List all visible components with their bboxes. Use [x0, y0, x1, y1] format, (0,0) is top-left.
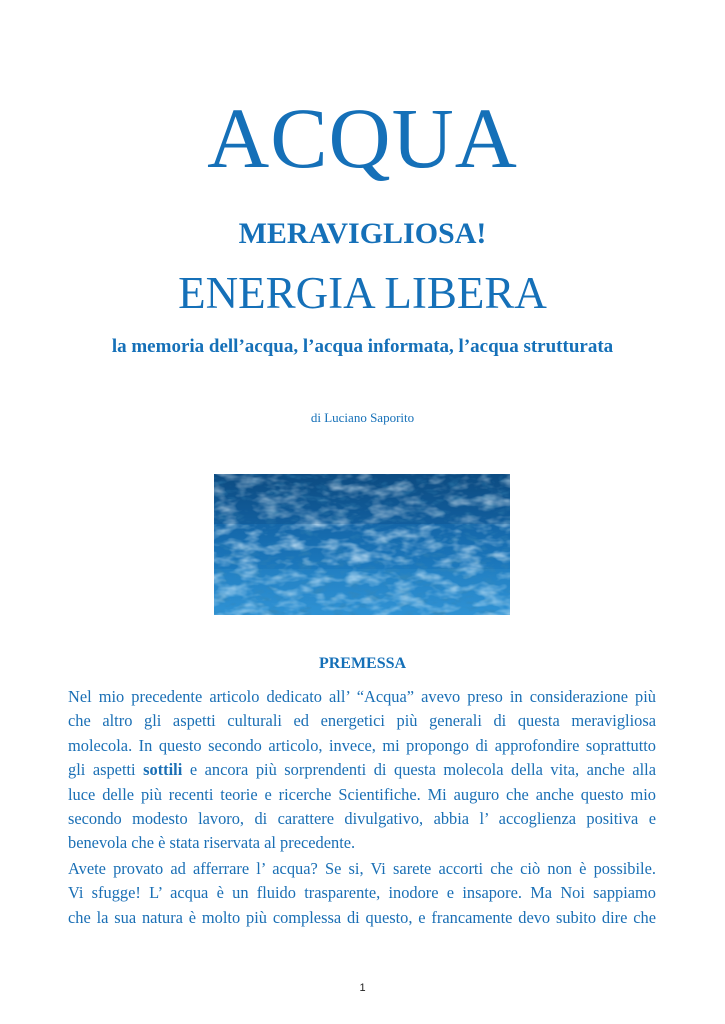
paragraph-1 [68, 685, 656, 856]
author-byline: di Luciano Saporito [310, 410, 415, 425]
document-tagline: la memoria dell’acqua, l’acqua informata, l’acqua strutturata [111, 336, 614, 357]
document-energy-title: ENERGIA LIBERA [178, 268, 547, 318]
paragraph-line: che altro gli aspetti culturali ed energetici più generali di questa meravigliosa [68, 711, 656, 731]
text-run: gli aspetti [68, 760, 144, 780]
water-surface-photo [214, 474, 510, 615]
paragraph-2 [68, 857, 656, 930]
paragraph-line: benevola che è stata riservata al precedente. [68, 833, 356, 853]
paragraph-line: Vi sfugge! L’ acqua è un fluido trasparente, inodore e insapore. Ma Noi sappiamo [68, 883, 656, 903]
document-subtitle: MERAVIGLIOSA! [238, 217, 487, 250]
paragraph-line: molecola. In questo secondo articolo, invece, mi propongo di approfondire soprattutto [68, 735, 656, 755]
text-run: e ancora più sorprendenti di questa molecola della vita, anche alla [182, 760, 656, 780]
paragraph-line: Avete provato ad afferrare l’ acqua? Se si, Vi sarete accorti che ciò non è possibile. [68, 859, 656, 878]
document-title: ACQUA [207, 90, 518, 186]
section-heading: PREMESSA [318, 655, 407, 672]
emphasis-text: sottili [143, 760, 183, 780]
paragraph-line: Nel mio precedente articolo dedicato all’ “Acqua” avevo preso in considerazione più [68, 687, 656, 706]
paragraph-line: secondo modesto lavoro, di carattere divulgativo, abbia l’ accoglienza positiva e [68, 809, 656, 829]
page-number: 1 [359, 982, 366, 994]
paragraph-line: che la sua natura è molto più complessa di questo, e francamente devo subito dire che [68, 907, 656, 927]
paragraph-line: luce delle più recenti teorie e ricerche Scientifiche. Mi auguro che anche questo mio [68, 784, 656, 804]
paragraph-line [68, 758, 656, 782]
